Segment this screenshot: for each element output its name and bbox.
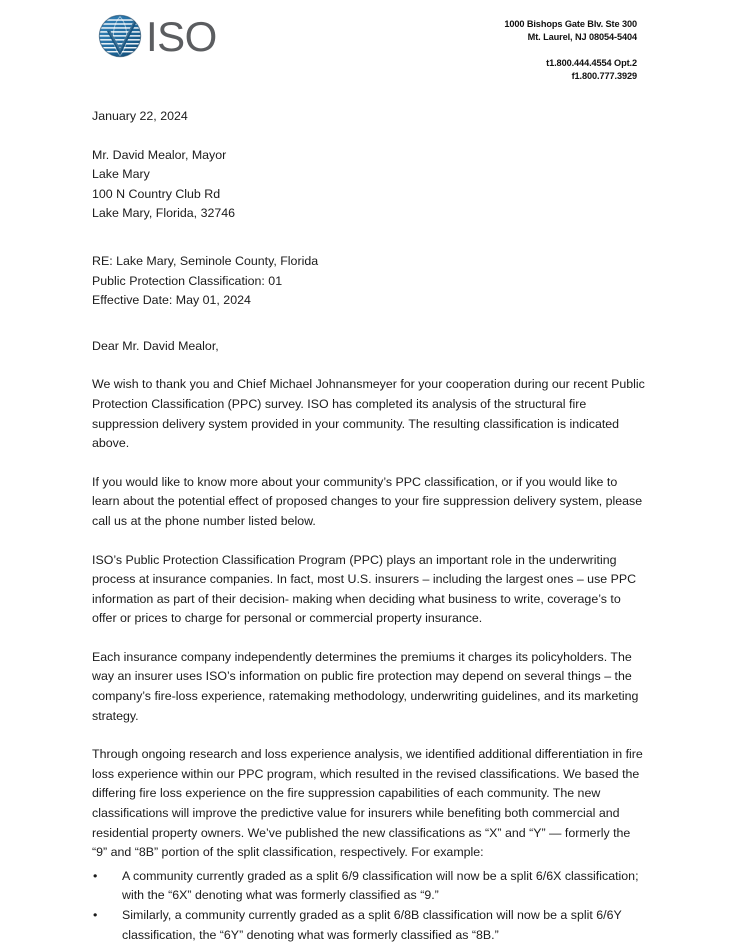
iso-logo bbox=[98, 14, 217, 58]
company-fax: f1.800.777.3929 bbox=[571, 70, 637, 81]
body-paragraph: If you would like to know more about your community’s PPC classification, or if you would like to learn about the potential effect of proposed changes to your fire suppression delivery system, please call us at the phone number listed below. bbox=[92, 474, 643, 528]
iso-wordmark: ISO bbox=[146, 13, 217, 60]
list-item bbox=[93, 867, 646, 906]
recipient-line: 100 N Country Club Rd bbox=[92, 186, 221, 201]
list-item-text: A community currently graded as a split 6/9 classification will now be a split 6/6X classification; with the “6X” denoting what was formerly classified as “9.” bbox=[122, 868, 639, 903]
company-contact-block bbox=[504, 18, 637, 82]
iso-globe-logo-icon bbox=[98, 14, 142, 58]
list-item bbox=[93, 906, 646, 945]
company-address-line-1: 1000 Bishops Gate Blv. Ste 300 bbox=[504, 19, 637, 29]
recipient-address bbox=[92, 146, 646, 224]
classification-examples-list bbox=[92, 867, 646, 945]
subject-block bbox=[92, 252, 646, 311]
effective-date-line: Effective Date: May 01, 2024 bbox=[92, 293, 251, 308]
company-phone: t1.800.444.4554 Opt.2 bbox=[546, 58, 637, 68]
bullet-marker-icon: • bbox=[93, 908, 98, 922]
letter-date: January 22, 2024 bbox=[92, 109, 188, 123]
list-item-text: Similarly, a community currently graded as a split 6/8B classification will now be a split 6/6Y classification, the “6Y” denoting what was formerly classified as “8B.” bbox=[122, 908, 622, 942]
ppc-classification-line: Public Protection Classification: 01 bbox=[92, 273, 283, 288]
body-paragraph: Each insurance company independently determines the premiums it charges its policyholders. The way an insurer uses ISO’s information on public fire protection may depend on several things – the company’s fire-loss experience, ratemaking methodology, underwriting guidelines, and its marketing strategy. bbox=[92, 649, 639, 723]
body-paragraph: We wish to thank you and Chief Michael Johnansmeyer for your cooperation during our recent Public Protection Classification (PPC) survey. ISO has completed its analysis of the structural fire suppression delivery system provided in your community. The resulting classification is indicated above. bbox=[92, 377, 645, 451]
company-address-line-2: Mt. Laurel, NJ 08054-5404 bbox=[527, 31, 637, 42]
letter-body bbox=[92, 107, 646, 945]
recipient-line: Lake Mary bbox=[92, 167, 150, 182]
letterhead bbox=[0, 0, 741, 100]
body-paragraph: Through ongoing research and loss experience analysis, we identified additional differentiation in fire loss experience within our PPC program, which resulted in the revised classifications. We based the differing fire loss experience on the fire suppression capabilities of each community. The new classifications will improve the predictive value for insurers while benefiting both commercial and residential property owners. We’ve published the new classifications as “X” and “Y” — formerly the “9” and “8B” portion of the split classification, respectively. For example: bbox=[92, 747, 643, 860]
subject-reference-line: RE: Lake Mary, Seminole County, Florida bbox=[92, 253, 319, 268]
bullet-marker-icon: • bbox=[93, 868, 98, 883]
recipient-line: Lake Mary, Florida, 32746 bbox=[92, 206, 236, 221]
salutation: Dear Mr. David Mealor, bbox=[92, 338, 219, 353]
recipient-line: Mr. David Mealor, Mayor bbox=[92, 147, 227, 162]
body-paragraph: ISO’s Public Protection Classification Program (PPC) plays an important role in the underwriting process at insurance companies. In fact, most U.S. insurers – including the largest ones – use PPC information as part of their decision- making when deciding what business to write, coverage’s to offer or prices to charge for personal or commercial property insurance. bbox=[92, 552, 637, 626]
